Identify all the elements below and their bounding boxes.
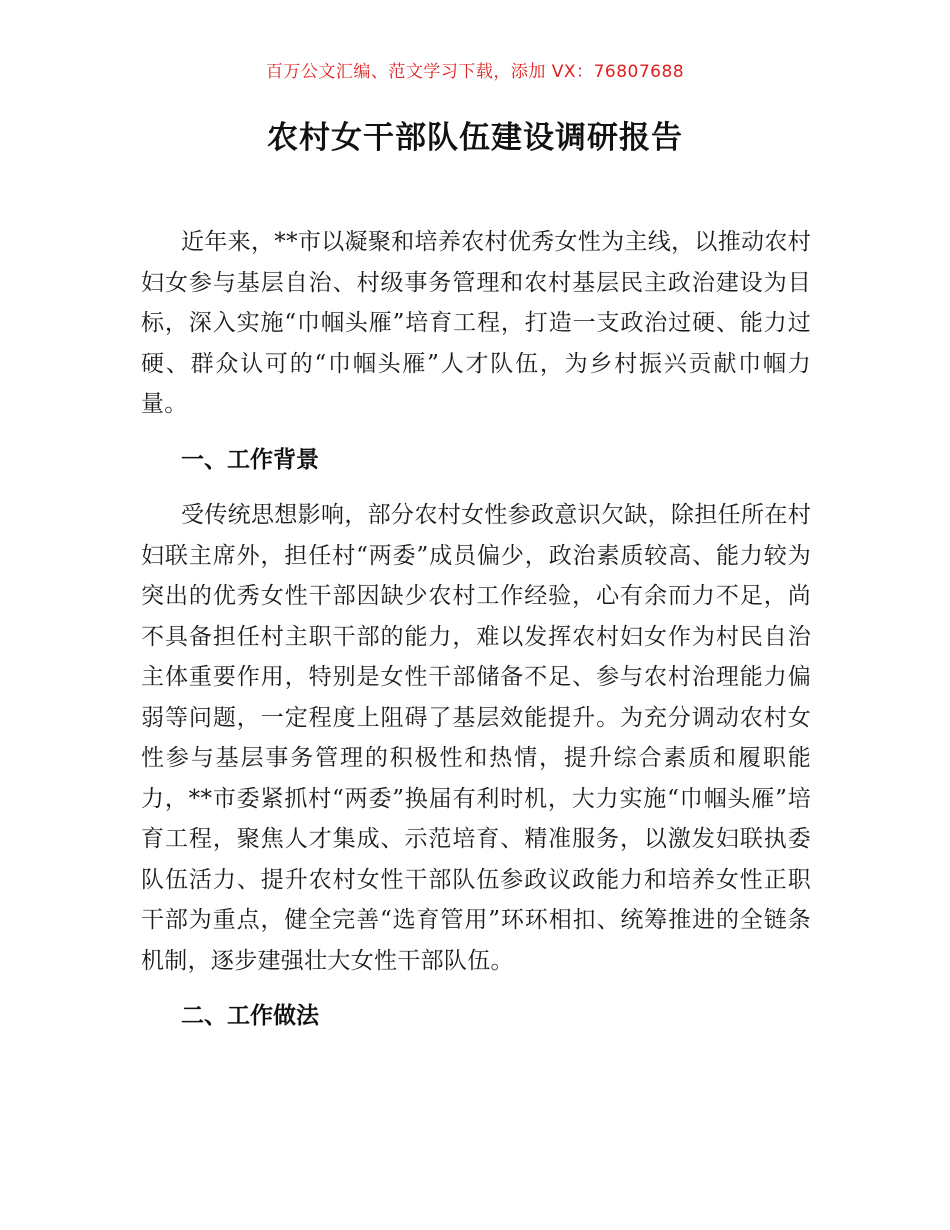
section-heading-practices: 二、工作做法 <box>181 1003 319 1029</box>
background-paragraph: 受传统思想影响，部分农村女性参政意识欠缺，除担任所在村妇联主席外，担任村“两委”成员偏少，政治素质较高、能力较为突出的优秀女性干部因缺少农村工作经验，心有余而力不足，尚不具备担任村主职干部的能力，难以发挥农村妇女作为村民自治主体重要作用，特别是女性干部储备不足、参与农村治理能力偏弱等问题，一定程度上阻碍了基层效能提升。为充分调动农村女性参与基层事务管理的积极性和热情，提升综合素质和履职能力，**市委紧抓村“两委”换届有利时机，大力实施“巾帼头雁”培育工程，聚焦人才集成、示范培育、精准服务，以激发妇联执委队伍活力、提升农村女性干部队伍参政议政能力和培养女性正职干部为重点，健全完善“选育管用”环环相扣、统筹推进的全链条机制，逐步建强壮大女性干部队伍。 <box>141 502 811 974</box>
section-heading-background: 一、工作背景 <box>181 446 319 473</box>
document-body <box>141 222 811 1037</box>
watermark-banner: 百万公文汇编、范文学习下载，添加 VX：76807688 <box>265 62 685 82</box>
intro-paragraph: 近年来，**市以凝聚和培养农村优秀女性为主线，以推动农村妇女参与基层自治、村级事务管理和农村基层民主政治建设为目标，深入实施“巾帼头雁”培育工程，打造一支政治过硬、能力过硬、群众认可的“巾帼头雁”人才队伍，为乡村振兴贡献巾帼力量。 <box>141 229 811 417</box>
document-title: 农村女干部队伍建设调研报告 <box>267 120 683 156</box>
